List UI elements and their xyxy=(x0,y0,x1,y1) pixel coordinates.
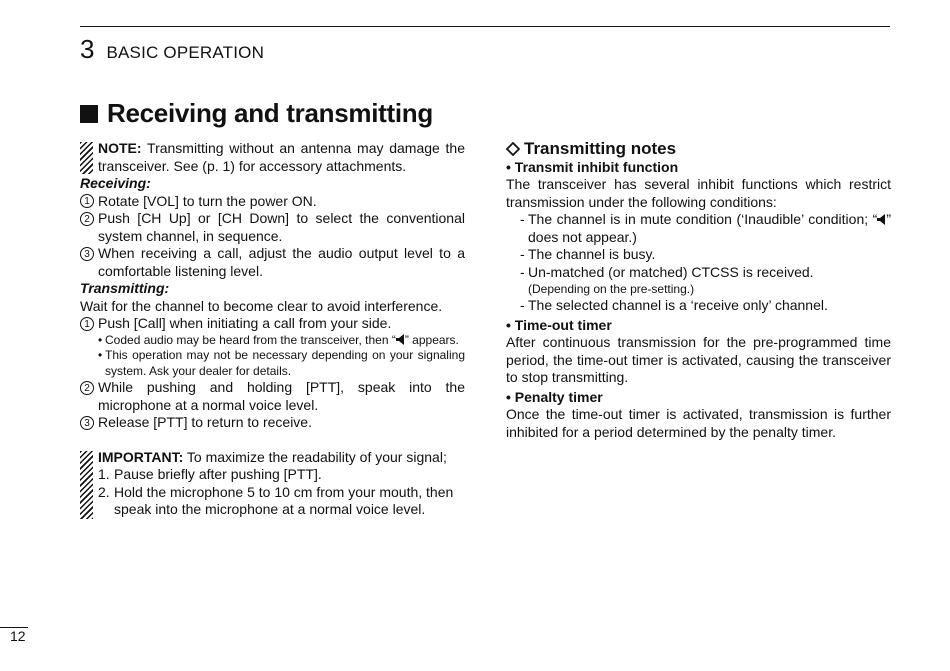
list-item xyxy=(80,379,465,414)
list-item xyxy=(80,193,465,211)
step-text: While pushing and holding [PTT], speak into the microphone at a normal voice level. xyxy=(98,379,465,413)
sub-bullet: • Coded audio may be heard from the transceiver, then “ ” appears. xyxy=(98,332,459,347)
transmitting-notes-heading xyxy=(506,140,891,158)
chapter-number: 3 xyxy=(80,34,95,64)
step-number: 2 xyxy=(80,212,94,226)
condition-text: The selected channel is a ‘receive only’ channel. xyxy=(528,297,828,313)
header-rule xyxy=(80,26,890,27)
note-label: NOTE: xyxy=(98,140,142,156)
note-block xyxy=(80,140,465,175)
important-block xyxy=(80,449,465,519)
sub-bullet: • This operation may not be necessary depending on your signaling system. Ask your dealer for details. xyxy=(98,348,465,378)
penalty-heading: • Penalty timer xyxy=(506,388,603,405)
right-column xyxy=(506,140,891,441)
step-number: 2 xyxy=(80,381,94,395)
step-text: Push [Call] when initiating a call from your side. xyxy=(98,315,392,331)
step-text: Rotate [VOL] to turn the power ON. xyxy=(98,192,317,209)
list-item xyxy=(98,466,465,484)
list-item xyxy=(80,414,465,432)
square-bullet-icon xyxy=(80,105,98,123)
step-number: 3 xyxy=(80,416,94,430)
important-label: IMPORTANT: xyxy=(98,448,184,465)
chapter-title: BASIC OPERATION xyxy=(106,43,265,62)
caution-hatch-icon xyxy=(80,451,93,519)
transmitting-notes-title: Transmitting notes xyxy=(524,139,677,158)
inhibit-heading: • Transmit inhibit function xyxy=(506,158,679,175)
step-number: 1 xyxy=(80,317,94,331)
transmitting-intro: Wait for the channel to become clear to avoid interference. xyxy=(80,297,443,314)
step-text: When receiving a call, adjust the audio output level to a comfortable listening level. xyxy=(98,245,465,279)
note-text xyxy=(98,140,465,175)
sub-bullet-text: Coded audio may be heard from the transceiver, then “ xyxy=(105,332,396,347)
caution-hatch-icon xyxy=(80,142,93,174)
penalty-text: Once the time-out timer is activated, transmission is further inhibited for a period determined by the penalty timer. xyxy=(506,406,891,440)
list-item xyxy=(80,315,465,333)
inhibit-text: The transceiver has several inhibit functions which restrict transmission under the following conditions: xyxy=(506,176,891,210)
sub-bullet-text: ” appears. xyxy=(404,332,459,347)
transmitting-heading: Transmitting: xyxy=(80,280,170,296)
step-number: 1 xyxy=(80,194,94,208)
list-item xyxy=(80,210,465,245)
condition-text: Un-matched (or matched) CTCSS is received. xyxy=(528,263,814,280)
chapter-header xyxy=(80,34,264,68)
timeout-text: After continuous transmission for the pre-programmed time period, the time-out timer is activated, causing the transceiver to stop transmitting. xyxy=(506,334,891,385)
speaker-icon xyxy=(877,214,886,225)
list-item: - The selected channel is a ‘receive only’ channel. xyxy=(506,297,891,315)
list-item: - The channel is in mute condition (‘Inaudible’ condition; “ ” does not appear.) xyxy=(520,211,891,245)
note-body: Transmitting without an antenna may damage the transceiver. See (p. 1) for accessory attachments. xyxy=(98,140,465,174)
page-number: 12 xyxy=(10,628,26,644)
timeout-heading: • Time-out timer xyxy=(506,316,612,333)
sub-bullet-text: This operation may not be necessary depending on your signaling system. Ask your dealer for details. xyxy=(105,348,465,378)
list-item: - Un-matched (or matched) CTCSS is received. xyxy=(506,264,891,282)
item-text: Hold the microphone 5 to 10 cm from your mouth, then speak into the microphone at a normal voice level. xyxy=(114,483,454,517)
step-text: Release [PTT] to return to receive. xyxy=(98,414,312,430)
section-title: Receiving and transmitting xyxy=(107,98,433,128)
important-text xyxy=(98,449,465,467)
condition-text: The channel is in mute condition (‘Inaudible’ condition; “ xyxy=(528,211,878,227)
condition-text: The channel is busy. xyxy=(528,246,656,262)
left-column xyxy=(80,140,465,519)
condition-note: (Depending on the pre-setting.) xyxy=(528,282,695,296)
step-text: Push [CH Up] or [CH Down] to select the conventional system channel, in sequence. xyxy=(98,210,465,244)
section-heading xyxy=(80,98,433,129)
condition-text: ” does not appear.) xyxy=(528,211,891,245)
diamond-icon xyxy=(506,142,520,156)
list-item: - The channel is busy. xyxy=(506,246,891,264)
receiving-heading: Receiving: xyxy=(80,175,151,191)
step-number: 3 xyxy=(80,247,94,261)
item-text: Pause briefly after pushing [PTT]. xyxy=(114,466,322,482)
list-item xyxy=(80,245,465,280)
list-item xyxy=(98,484,465,519)
item-number: 1. xyxy=(98,466,110,482)
item-number: 2. xyxy=(98,483,110,500)
important-body: To maximize the readability of your signal; xyxy=(183,448,447,465)
speaker-icon xyxy=(396,334,405,345)
